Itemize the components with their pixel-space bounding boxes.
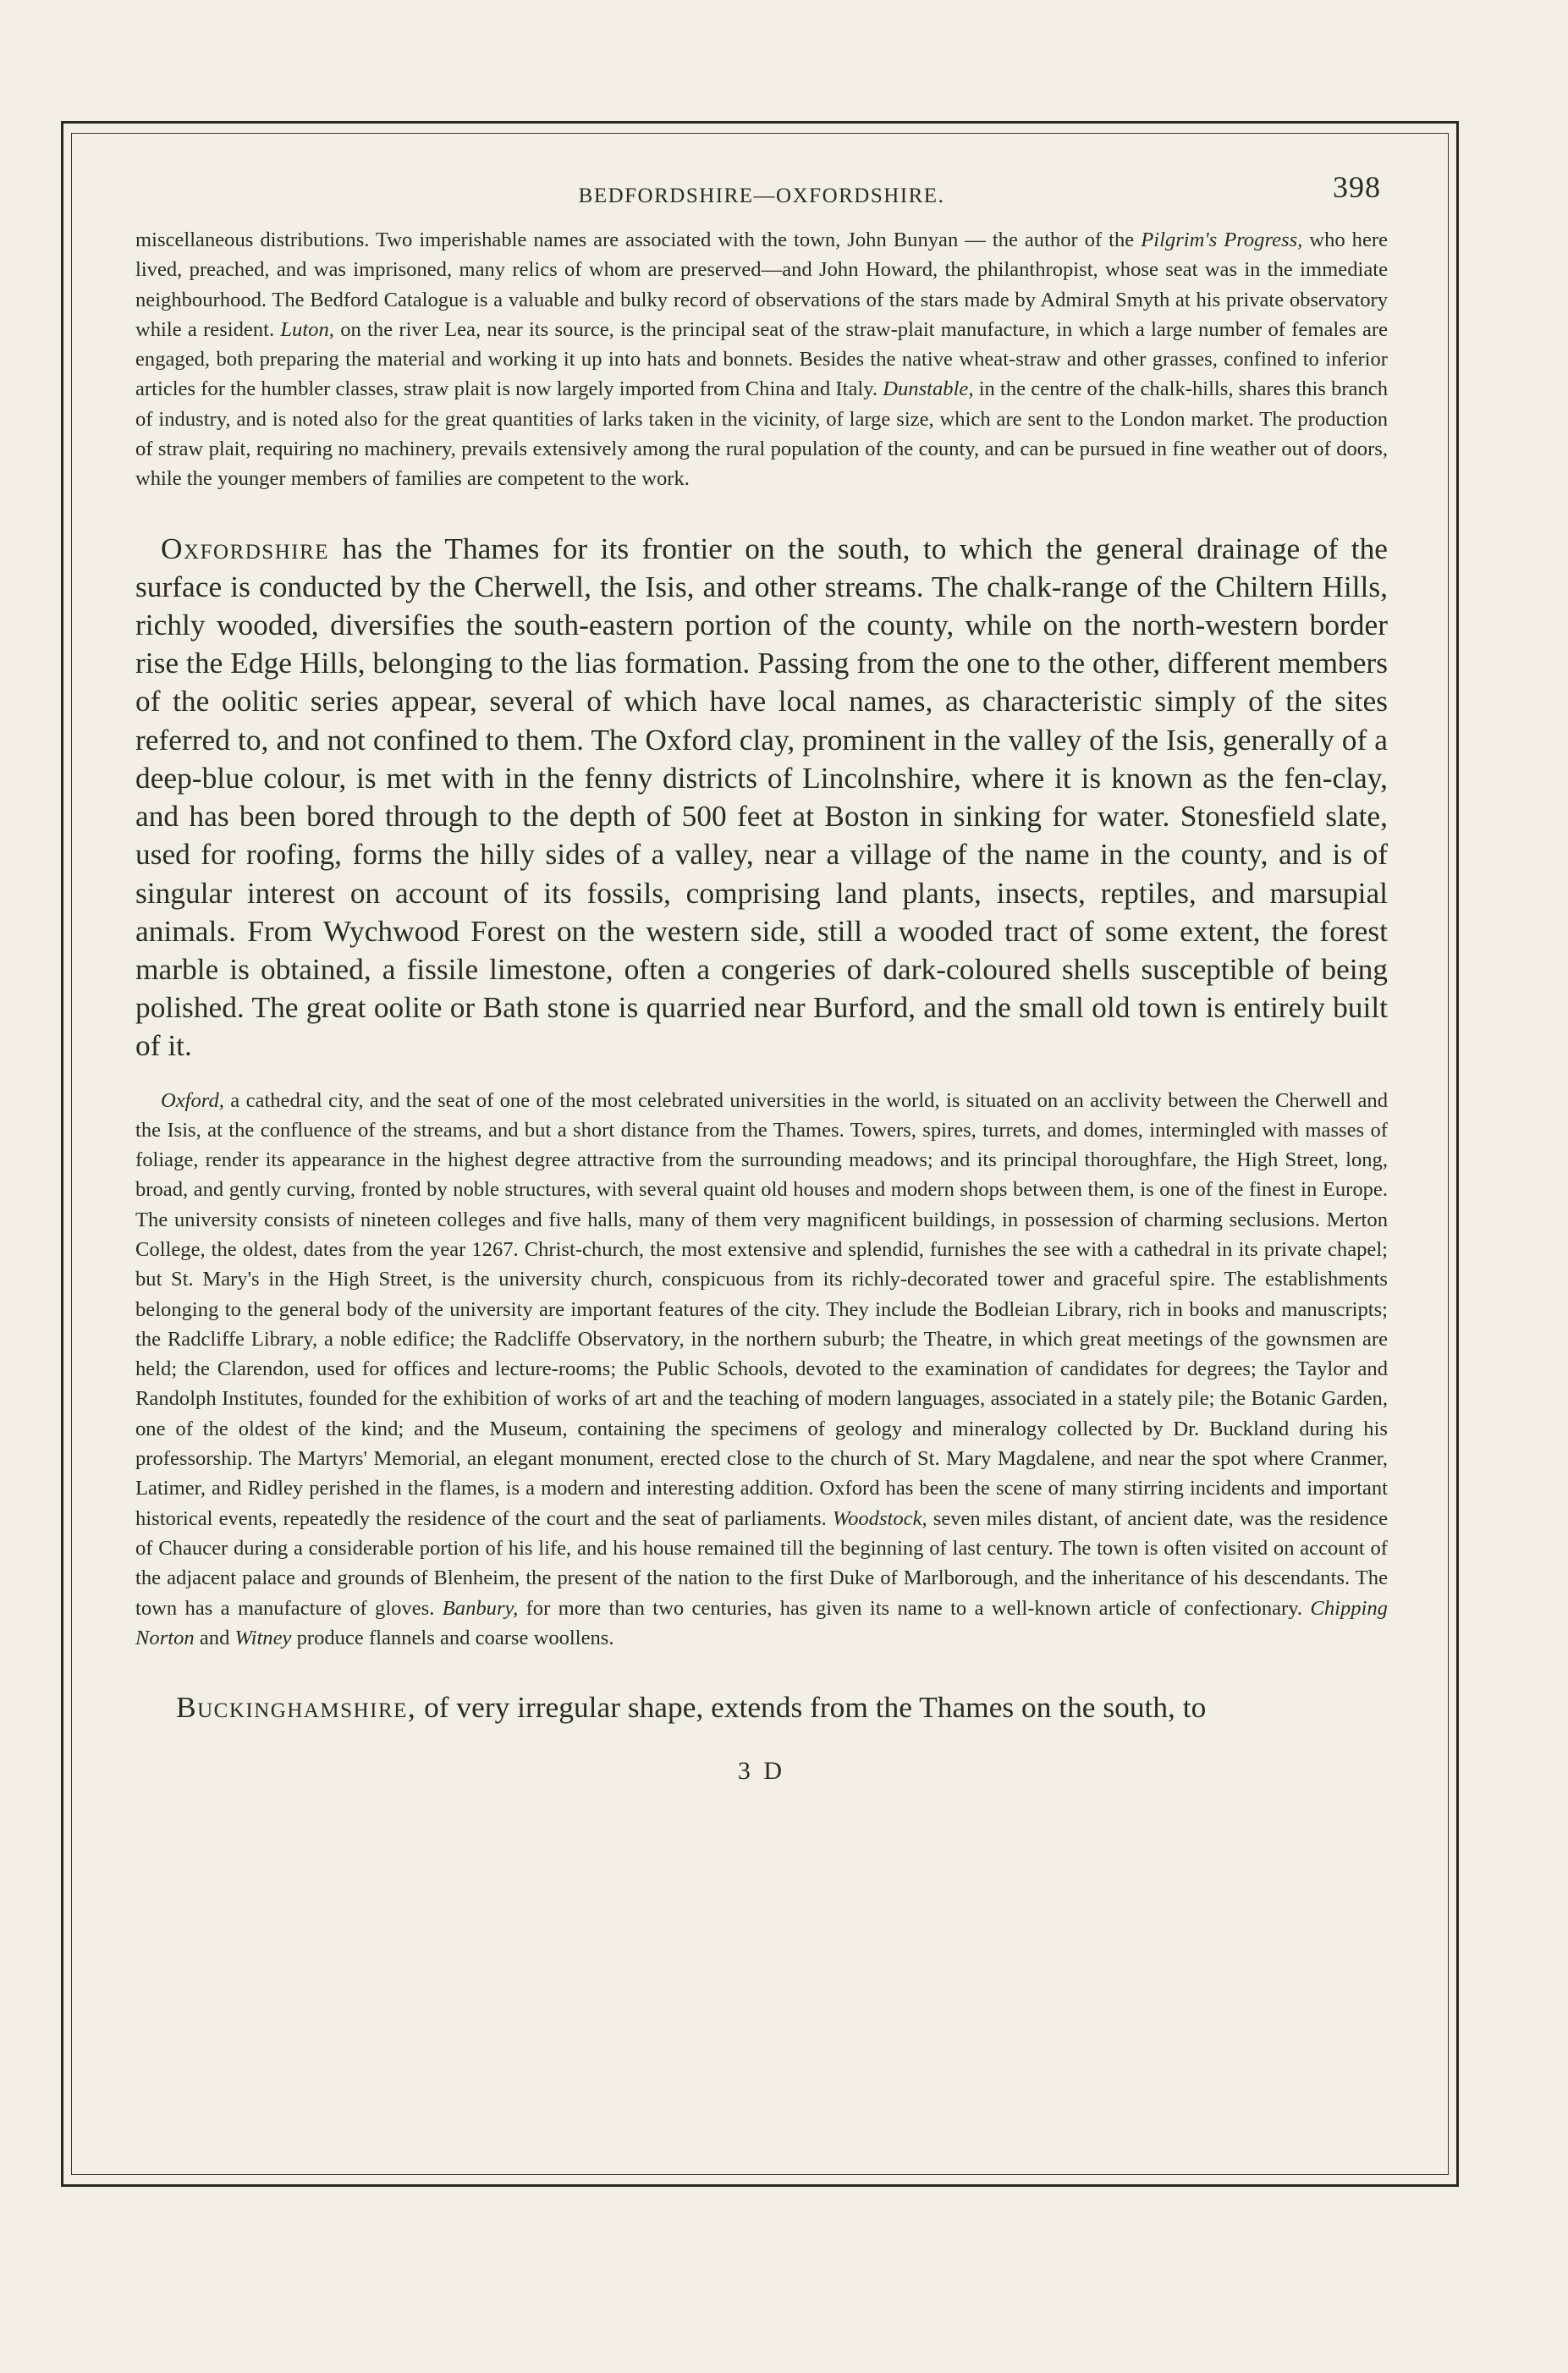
para2-text: has the Thames for its frontier on the south, to which the general drainage of the surface is conducted by the Cherwell, the Isis, and other streams. The chalk-range of the Chiltern Hills, richly wooded, diversifies the south-eastern portion of the county, while on the north-western border rise the Edge Hills, belonging to the lias formation. Passing from the one to the other, different members of the oolitic series appear, several of which have local names, as characteristic simply of the sites referred to, and not confined to them. The Oxford clay, prominent in the valley of the Isis, generally of a deep-blue colour, is met with in the fenny districts of Lincolnshire, where it is known as the fen-clay, and has been bored through to the depth of 500 feet at Boston in sinking for water. Stonesfield slate, used for roofing, forms the hilly sides of a valley, near a village of the name in the county, and is of singular interest on account of its fossils, comprising land plants, insects, reptiles, and marsupial animals. From Wychwood Forest on the western side, still a wooded tract of some extent, the forest marble is obtained, a fissile limestone, often a congeries of dark-coloured shells susceptible of being polished. The great oolite or Bath stone is quarried near Burford, and the small old town is entirely built of it. (135, 531, 1388, 1063)
para1-italic-pilgrims-progress: Pilgrim's Progress, (1141, 228, 1303, 251)
para3-text-1: a cathedral city, and the seat of one of the most celebrated universities in the world, is situated on an acclivity between the Cherwell and the Isis, at the confluence of the streams, and but a short distance from the Thames. Towers, spires, turrets, and domes, intermingled with masses of foliage, render its appearance in the highest degree attractive from the surrounding meadows; and its principal thoroughfare, the High Street, long, broad, and gently curving, fronted by noble structures, with several quaint old houses and modern shops between them, is one of the finest in Europe. The university consists of nineteen colleges and five halls, many of them very magnificent buildings, in possession of charming seclusions. Merton College, the oldest, dates from the year 1267. Christ-church, the most extensive and splendid, furnishes the see with a cathedral in its private chapel; but St. Mary's in the High Street, is the university church, conspicuous from its richly-decorated tower and graceful spire. The establishments belonging to the general body of the university are important features of the city. They include the Bodleian Library, rich in books and manuscripts; the Radcliffe Library, a noble edifice; the Radcliffe Observatory, in the northern suburb; the Theatre, in which great meetings of the gownsmen are held; the Clarendon, used for offices and lecture-rooms; the Public Schools, devoted to the examination of candidates for degrees; the Taylor and Randolph Institutes, founded for the exhibition of works of art and the teaching of modern languages, associated in a stately pile; the Botanic Garden, one of the oldest of the kind; and the Museum, containing the specimens of geology and mineralogy collected by Dr. Buckland during his professorship. The Martyrs' Memorial, an elegant monument, erected close to the church of St. Mary Magdalene, and near the spot where Cranmer, Latimer, and Ridley perished in the flames, is a modern and interesting addition. Oxford has been the scene of many stirring incidents and important historical events, repeatedly the residence of the court and the seat of parliaments. (135, 1088, 1388, 1530)
para3-text-5: produce flannels and coarse woollens. (291, 1626, 614, 1649)
paragraph-oxfordshire (135, 530, 1388, 1065)
paragraph-buckinghamshire (135, 1688, 1388, 1726)
para1-text-4: in the centre of the chalk-hills, shares this branch of industry, and is noted also for the great quantities of larks taken in the vicinity, of large size, which are sent to the London market. The production of straw plait, requiring no machinery, prevails extensively among the rural population of the county, and can be pursued in fine weather out of doors, while the younger members of families are competent to the work. (135, 377, 1388, 491)
running-head: BEDFORDSHIRE—OXFORDSHIRE. (578, 184, 945, 207)
paragraph-bedfordshire (135, 225, 1388, 494)
para3-italic-woodstock: Woodstock, (832, 1506, 927, 1530)
para3-italic-banbury: Banbury, (442, 1596, 519, 1620)
para4-text: of very irregular shape, extends from the Thames on the south, to (416, 1690, 1207, 1725)
para1-text-2: who here lived, preached, and was imprisoned, many relics of whom are preserved—and John Howard, the philanthropist, whose seat was in the immediate neighbourhood. The Bedford Catalogue is a valuable and bulky record of observations of the stars made by Admiral Smyth at his private observatory while a resident. (135, 228, 1388, 341)
para1-text-1: miscellaneous distributions. Two imperishable names are associated with the town, John Bunyan — the author of the (135, 228, 1142, 251)
para3-text-3: for more than two centuries, has given its name to a well-known article of confectionary. (518, 1596, 1311, 1620)
para2-lead-oxfordshire: Oxfordshire (161, 531, 330, 565)
para3-italic-chipping-norton: Chipping Norton (135, 1596, 1388, 1649)
paragraph-oxford (135, 1086, 1388, 1654)
page-number: 398 (1333, 170, 1381, 204)
para3-text-4: and (194, 1626, 235, 1649)
signature-mark: 3 D (737, 1756, 786, 1785)
para3-italic-oxford: Oxford, (161, 1088, 224, 1112)
para3-text-2: seven miles distant, of ancient date, was the residence of Chaucer during a considerable portion of his life, and his house remained till the beginning of last century. The town is often visited on account of the adjacent palace and grounds of Blenheim, the present of the nation to the first Duke of Marlborough, and the inheritance of his descendants. The town has a manufacture of gloves. (135, 1506, 1388, 1620)
para4-lead-buckinghamshire: Buckinghamshire, (176, 1690, 417, 1725)
para3-italic-witney: Witney (234, 1626, 292, 1649)
para1-italic-luton: Luton, (280, 317, 334, 341)
page-body (135, 169, 1388, 2167)
page-header (135, 169, 1388, 220)
para1-text-3: on the river Lea, near its source, is the principal seat of the straw-plait manufacture, in which a large number of females are engaged, both preparing the material and working it up into hats and bonnets. Besides the native wheat-straw and other grasses, confined to inferior articles for the humbler classes, straw plait is now largely imported from China and Italy. (135, 317, 1388, 401)
para1-italic-dunstable: Dunstable, (883, 377, 974, 401)
